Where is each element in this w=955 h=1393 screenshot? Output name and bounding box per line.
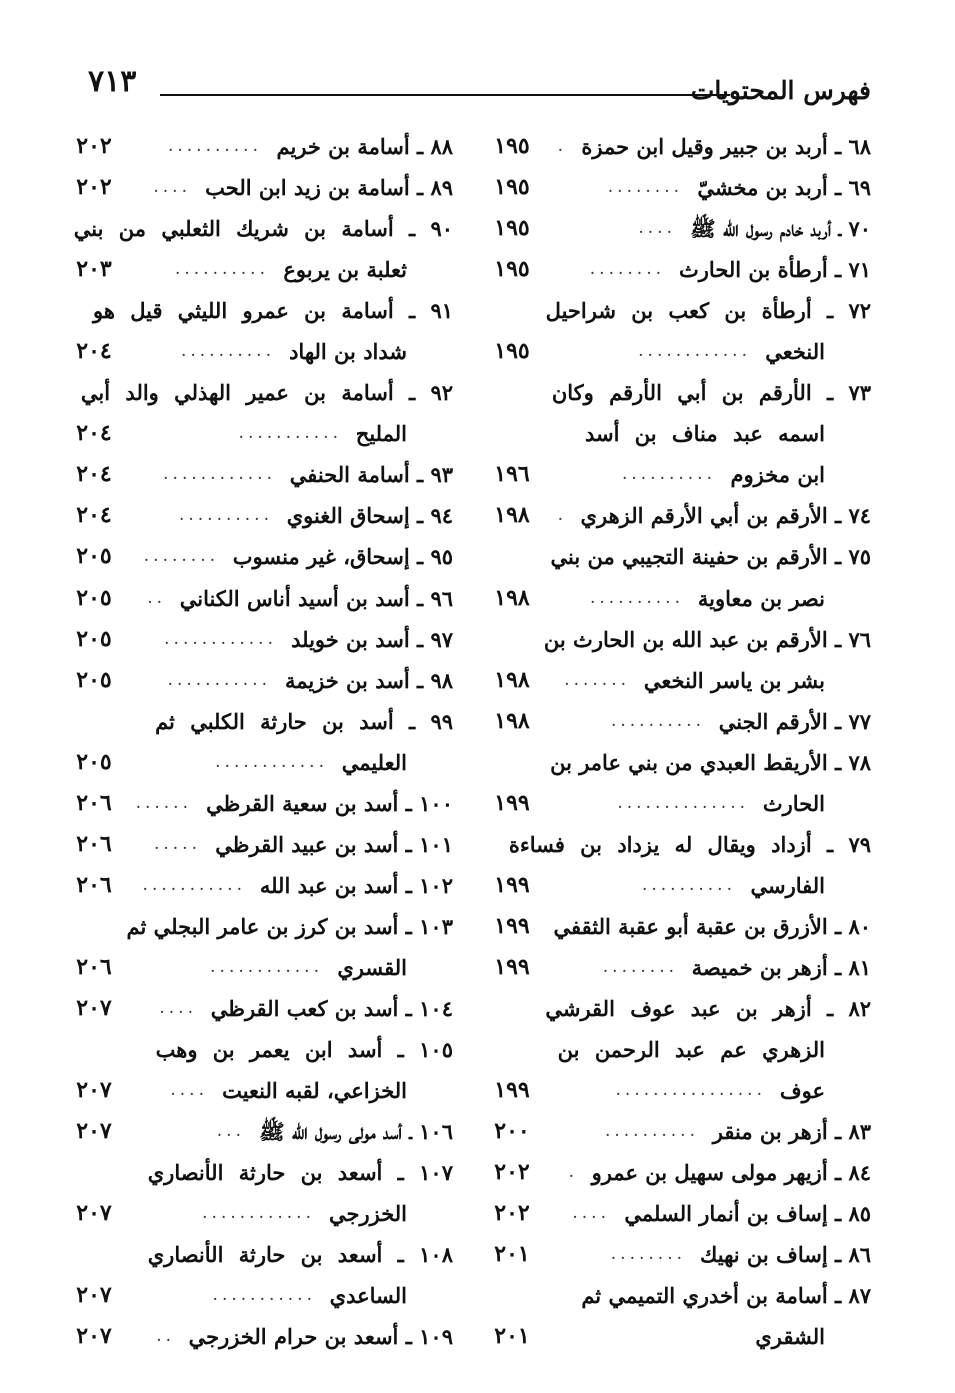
dot-leader: .: [557, 136, 567, 156]
toc-entry-line: [486, 208, 871, 249]
toc-entry-text: الشقري: [755, 1324, 825, 1350]
toc-entry-line: [486, 372, 871, 413]
dot-leader: ........: [602, 956, 678, 977]
toc-entry-line: [68, 701, 453, 742]
toc-entry-text: ٩٧ ـ أسد بن خويلد: [291, 626, 453, 652]
toc-entry-page: ١٩٥: [494, 256, 530, 283]
toc-entry-text: ٧٩ ـ أزداد ويقال له يزداد بن فساءة: [508, 831, 871, 857]
toc-entry-page: ١٩٥: [494, 215, 530, 242]
toc-entry-page: ٢٠٧: [76, 1282, 112, 1309]
toc-entry-text: ٩٥ ـ إسحاق، غير منسوب: [232, 544, 453, 570]
toc-entry-text: ٧٦ ـ الأرقم بن عبد الله بن الحارث بن: [543, 626, 871, 652]
toc-entry-line: [68, 660, 453, 701]
toc-entry-text: ١٠٤ ـ أسد بن كعب القرظي: [210, 995, 453, 1021]
toc-entry-page: ٢٠٢: [76, 133, 112, 159]
toc-entry-page: ٢٠٦: [76, 871, 112, 898]
toc-entry-line: [68, 865, 453, 906]
toc-entry-page: ٢٠٤: [76, 338, 112, 365]
header-rule: [160, 94, 730, 96]
toc-entry-line: [486, 454, 871, 495]
toc-entry-line: [486, 1316, 871, 1357]
toc-entry-text: نصر بن معاوية: [697, 585, 825, 611]
dot-leader: ................: [615, 1080, 766, 1101]
toc-entry-line: [486, 1111, 871, 1152]
toc-entry-text: ١٠١ ـ أسد بن عبيد القرظي: [215, 831, 453, 857]
toc-entry-line: [68, 906, 453, 947]
toc-entry-text: ٩١ ـ أسامة بن عمرو الليثي قيل هو: [92, 298, 453, 324]
toc-entry-text: ٩٨ ـ أسد بن خزيمة: [284, 667, 453, 693]
toc-entry-text: ٩٣ ـ أسامة الحنفي: [289, 462, 453, 488]
toc-entry-line: [486, 1234, 871, 1275]
toc-entry-page: ٢٠٥: [76, 584, 112, 611]
toc-column-left: [68, 126, 453, 1357]
toc-entry-text: ٧٣ ـ الأرقم بن أبي الأرقم وكان: [551, 380, 871, 406]
page-header-title: فهرس المحتويات: [690, 76, 871, 105]
toc-entry-line: [486, 1029, 871, 1070]
toc-entry-line: [68, 783, 453, 824]
toc-entry-page: ١٩٩: [494, 1077, 530, 1104]
toc-entry-text: ١٠٩ ـ أسعد بن حرام الخزرجي: [188, 1324, 453, 1350]
dot-leader: .: [557, 505, 567, 526]
toc-entry-page: ٢٠٣: [76, 256, 112, 283]
toc-entry-line: [68, 742, 453, 783]
dot-leader: ...: [216, 1121, 245, 1142]
toc-entry-text: ٨٠ ـ الأزرق بن عقبة أبو عقبة الثقفي: [553, 913, 871, 939]
toc-entry-line: [486, 783, 871, 824]
toc-entry-page: ٢٠٧: [76, 1323, 112, 1350]
dot-leader: ............: [210, 956, 323, 977]
toc-entry-page: ٢٠٢: [76, 174, 112, 201]
dot-leader: ..........: [174, 259, 269, 280]
toc-entry-text: ٦٩ ـ أربد بن مخشيّ: [697, 175, 871, 201]
dot-leader: ..........: [641, 874, 736, 895]
dot-leader: ....: [170, 1080, 208, 1101]
toc-entry-line: [68, 578, 453, 619]
toc-entry-page: ٢٠١: [494, 1241, 530, 1268]
toc-entry-text: العليمي: [341, 749, 407, 775]
toc-entry-line: [68, 1111, 453, 1152]
toc-entry-text: ٩٠ ـ أسامة بن شريك الثعلبي من بني: [73, 216, 453, 242]
toc-entry-text: الزهري عم عبد الرحمن بن: [557, 1037, 825, 1063]
toc-entry-line: [486, 331, 871, 372]
toc-entry-page: ٢٠٥: [76, 543, 112, 570]
toc-entry-text: بشر بن ياسر النخعي: [643, 667, 825, 693]
toc-entry-line: [486, 413, 871, 454]
toc-entry-text: ١٠٦ ـ أسد مولى رسول الله ﷺ: [259, 1119, 453, 1145]
toc-entry-text: ٨٢ ـ أزهر بن عبد عوف القرشي: [545, 995, 871, 1021]
toc-entry-line: [68, 1234, 453, 1275]
toc-entry-page: ٢٠٤: [76, 420, 112, 447]
toc-entry-text: ١٠٥ ـ أسد ابن يعمر بن وهب: [155, 1037, 453, 1063]
dot-leader: ....: [572, 1203, 610, 1224]
toc-entry-text: ٧٤ ـ الأرقم بن أبي الأرقم الزهري: [580, 503, 871, 529]
toc-entry-line: [68, 1275, 453, 1316]
toc-entry-line: [68, 824, 453, 865]
toc-entry-line: [486, 167, 871, 208]
toc-entry-text: ٨٧ ـ أسامة بن أخدري التميمي ثم: [581, 1283, 871, 1309]
toc-entry-text: ١٠٧ ـ أسعد بن حارثة الأنصاري: [147, 1160, 453, 1186]
dot-leader: ..............: [617, 792, 749, 813]
toc-entry-line: [486, 578, 871, 619]
toc-entry-line: [68, 947, 453, 988]
toc-entry-text: ٨٦ ـ إساف بن نهيك: [700, 1242, 871, 1268]
toc-entry-line: [486, 988, 871, 1029]
toc-entry-line: [68, 413, 453, 454]
toc-entry-text: ٦٨ ـ أربد بن جبير وقيل ابن حمزة: [581, 134, 871, 159]
dot-leader: .......: [564, 669, 630, 690]
toc-entry-text: القسري: [337, 954, 407, 980]
toc-entry-line: [68, 1029, 453, 1070]
toc-entry-page: ١٩٨: [494, 707, 530, 734]
toc-entry-text: ٧٧ ـ الأرقم الجني: [718, 708, 871, 734]
toc-entry-line: [486, 865, 871, 906]
toc-entry-text: ثعلبة بن يربوع: [283, 257, 407, 283]
toc-entry-page: ٢٠٢: [494, 1200, 530, 1227]
toc-entry-text: الفارسي: [750, 872, 825, 898]
toc-entry-page: ٢٠٥: [76, 625, 112, 652]
toc-entry-page: ١٩٩: [494, 789, 530, 816]
toc-entry-text: ٧٢ ـ أرطأة بن كعب بن شراحيل: [545, 298, 871, 324]
toc-entry-page: ١٩٥: [494, 133, 530, 159]
toc-entry-line: [68, 1316, 453, 1357]
dot-leader: ..........: [589, 587, 684, 608]
toc-entry-line: [68, 126, 453, 167]
toc-entry-line: [68, 495, 453, 536]
toc-entry-page: ٢٠١: [494, 1323, 530, 1350]
toc-entry-page: ١٩٩: [494, 953, 530, 980]
toc-entry-line: [486, 290, 871, 331]
dot-leader: ............: [215, 751, 328, 772]
toc-entry-line: [68, 988, 453, 1029]
toc-entry-text: شداد بن الهاد: [289, 339, 407, 365]
toc-entry-line: [486, 1152, 871, 1193]
toc-entry-line: [68, 208, 453, 249]
toc-entry-line: [68, 536, 453, 577]
dot-leader: .: [568, 1162, 578, 1183]
toc-entry-line: [486, 660, 871, 701]
dot-leader: ............: [163, 464, 276, 485]
dot-leader: ..........: [604, 1121, 699, 1142]
toc-entry-line: [486, 906, 871, 947]
toc-entry-line: [486, 1275, 871, 1316]
dot-leader: ..........: [167, 136, 262, 156]
dot-leader: ...........: [238, 423, 342, 444]
toc-entry-line: [486, 536, 871, 577]
toc-entry-page: ١٩٨: [494, 666, 530, 693]
toc-entry-line: [68, 372, 453, 413]
dot-leader: ............: [202, 1203, 315, 1224]
toc-entry-page: ٢٠٤: [76, 502, 112, 529]
toc-entry-text: المليح: [355, 421, 407, 447]
dot-leader: ........: [610, 1244, 686, 1265]
toc-entry-text: الساعدي: [329, 1283, 407, 1309]
dot-leader: ..........: [621, 464, 716, 485]
toc-entry-text: اسمه عبد مناف بن أسد: [584, 421, 825, 447]
toc-entry-line: [68, 1193, 453, 1234]
dot-leader: ............: [638, 341, 751, 362]
toc-entry-line: [486, 742, 871, 783]
toc-entry-text: ٨٩ ـ أسامة بن زيد ابن الحب: [205, 175, 453, 201]
toc-entry-page: ١٩٥: [494, 174, 530, 201]
dot-leader: ....: [153, 177, 191, 198]
toc-entry-line: [486, 824, 871, 865]
toc-entry-text: ٩٩ ـ أسد بن حارثة الكلبي ثم: [155, 708, 453, 734]
toc-entry-line: [68, 249, 453, 290]
toc-entry-line: [68, 290, 453, 331]
toc-entry-text: ١٠٣ ـ أسد بن كرز بن عامر البجلي ثم: [126, 913, 453, 939]
dot-leader: ..........: [610, 710, 705, 731]
toc-entry-page: ٢٠٤: [76, 461, 112, 488]
toc-entry-page: ٢٠٠: [494, 1118, 530, 1145]
toc-entry-line: [486, 619, 871, 660]
toc-entry-text: ٨٣ ـ أزهر بن منقر: [712, 1119, 871, 1145]
toc-entry-page: ٢٠٥: [76, 666, 112, 693]
toc-entry-page: ٢٠٥: [76, 748, 112, 775]
dot-leader: ..: [156, 1326, 175, 1347]
toc-entry-line: [68, 619, 453, 660]
dot-leader: ......: [135, 792, 192, 813]
dot-leader: ........: [589, 259, 665, 280]
toc-entry-line: [486, 495, 871, 536]
toc-entry-page: ١٩٩: [494, 912, 530, 939]
toc-entry-line: [486, 249, 871, 290]
toc-entry-page: ١٩٩: [494, 871, 530, 898]
dot-leader: ..........: [180, 341, 275, 362]
dot-leader: ..........: [178, 505, 273, 526]
toc-entry-page: ٢٠٧: [76, 1118, 112, 1145]
toc-entry-text: ١٠٠ ـ أسد بن سعية القرظي: [206, 790, 453, 816]
toc-entry-page: ٢٠٦: [76, 830, 112, 857]
toc-entry-page: ١٩٨: [494, 584, 530, 611]
toc-entry-text: ٧٠ ـ أربد خادم رسول الله ﷺ: [690, 216, 871, 242]
toc-entry-line: [486, 1193, 871, 1234]
toc-entry-text: النخعي: [765, 339, 825, 365]
dot-leader: .....: [153, 833, 201, 854]
dot-leader: ..: [147, 587, 166, 608]
toc-entry-text: ٨١ ـ أزهر بن خميصة: [691, 954, 871, 980]
dot-leader: ........: [607, 177, 683, 198]
toc-entry-line: [68, 167, 453, 208]
page-number: ٧١٣: [88, 64, 137, 99]
toc-entry-text: ٨٨ ـ أسامة بن خريم: [276, 134, 453, 159]
toc-entry-text: عوف: [779, 1078, 825, 1104]
toc-entry-line: [68, 331, 453, 372]
dot-leader: ...........: [212, 1285, 316, 1306]
toc-entry-text: ٧٥ ـ الأرقم بن حفينة التجيبي من بني: [550, 544, 871, 570]
toc-entry-text: ٧١ ـ أرطأة بن الحارث: [679, 257, 871, 283]
toc-entry-page: ٢٠٦: [76, 789, 112, 816]
toc-entry-page: ٢٠٧: [76, 994, 112, 1021]
dot-leader: ............: [164, 628, 277, 649]
toc-entry-text: ابن مخزوم: [730, 462, 825, 488]
toc-entry-text: ١٠٨ ـ أسعد بن حارثة الأنصاري: [147, 1242, 453, 1268]
dot-leader: ...........: [142, 874, 246, 895]
dot-leader: ....: [638, 218, 676, 239]
toc-entry-page: ٢٠٧: [76, 1077, 112, 1104]
toc-entry-text: ٩٢ ـ أسامة بن عمير الهذلي والد أبي: [80, 380, 453, 406]
toc-entry-text: ٨٥ ـ إساف بن أنمار السلمي: [624, 1201, 871, 1227]
dot-leader: ....: [159, 997, 197, 1018]
toc-entry-page: ١٩٦: [494, 461, 530, 488]
toc-entry-line: [68, 454, 453, 495]
dot-leader: ...........: [167, 669, 271, 690]
toc-entry-text: ٧٨ ـ الأريقط العبدي من بني عامر بن: [550, 749, 871, 775]
toc-entry-page: ١٩٥: [494, 338, 530, 365]
toc-entry-page: ١٩٨: [494, 502, 530, 529]
toc-entry-line: [68, 1152, 453, 1193]
toc-entry-text: الحارث: [762, 790, 825, 816]
toc-entry-text: الخزاعي، لقبه النعيت: [222, 1078, 407, 1104]
toc-entry-text: ٨٤ ـ أزيهر مولى سهيل بن عمرو: [591, 1160, 871, 1186]
toc-entry-text: ١٠٢ ـ أسد بن عبد الله: [259, 872, 453, 898]
toc-entry-text: الخزرجي: [328, 1201, 407, 1227]
toc-entry-line: [486, 701, 871, 742]
toc-entry-page: ٢٠٢: [494, 1159, 530, 1186]
toc-entry-line: [486, 947, 871, 988]
toc-column-right: [486, 126, 871, 1357]
toc-entry-page: ٢٠٦: [76, 953, 112, 980]
toc-entry-text: ٩٤ ـ إسحاق الغنوي: [286, 503, 453, 529]
toc-entry-line: [486, 1070, 871, 1111]
toc-entry-line: [486, 126, 871, 167]
dot-leader: ........: [143, 546, 219, 567]
toc-entry-line: [68, 1070, 453, 1111]
toc-entry-text: ٩٦ ـ أسد بن أسيد أناس الكناني: [179, 585, 453, 611]
toc-entry-page: ٢٠٧: [76, 1200, 112, 1227]
